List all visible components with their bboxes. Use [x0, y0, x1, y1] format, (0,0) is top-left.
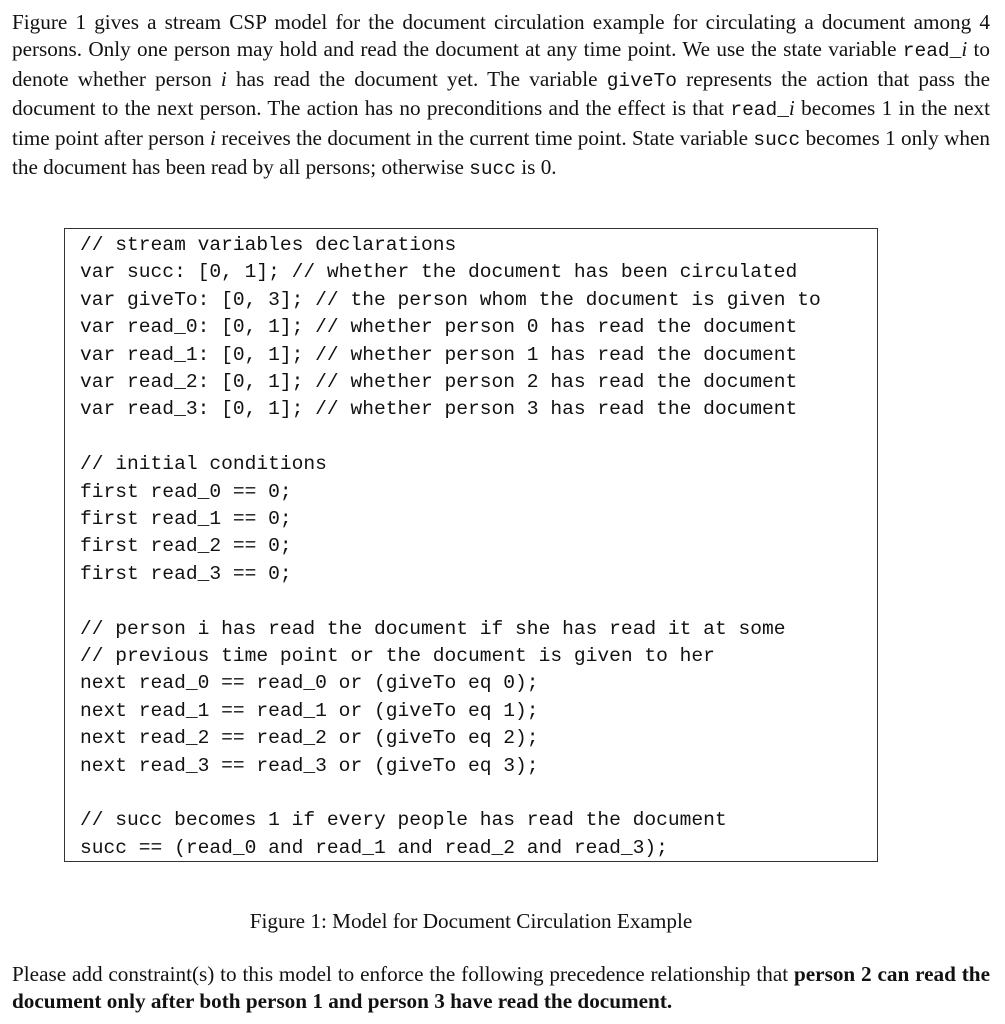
code-line: // initial conditions: [80, 453, 327, 476]
code-line: first read_3 == 0;: [80, 562, 292, 585]
figure-caption: Figure 1: Model for Document Circulation Example: [249, 909, 693, 933]
var-read-prefix: read_: [902, 40, 962, 63]
code-line: next read_3 == read_3 or (giveTo eq 3);: [80, 754, 539, 777]
code-line: var read_3: [0, 1]; // whether person 3 has read the document: [80, 398, 798, 421]
question-text: Please add constraint(s) to this model to enforce the following precedence relationship that: [12, 962, 794, 986]
code-line: next read_1 == read_1 or (giveTo eq 1);: [80, 699, 539, 722]
intro-text-5: becomes 1 in the next time point after person: [12, 96, 990, 150]
var-i-2: i: [788, 96, 795, 121]
intro-text-8: is 0.: [515, 155, 557, 180]
code-blank-line: [80, 780, 821, 807]
code-line: var read_2: [0, 1]; // whether person 2 has read the document: [80, 371, 798, 394]
intro-text-6: receives the document in the current time point. State variable: [215, 125, 754, 150]
code-blank-line: [80, 588, 821, 615]
var-succ: succ: [753, 128, 801, 151]
question-emphasis: person 2 can read the document only after both person 1 and person 3 have read the document.: [12, 962, 990, 1014]
var-i: i: [961, 37, 968, 62]
intro-text-1: Figure 1 gives a stream CSP model for the document circulation example for circulating a document among 4 persons. Only one person may hold and read the document at any time point. We use the state variable: [12, 10, 990, 62]
code-line: // previous time point or the document is given to her: [80, 645, 715, 668]
var-giveto: giveTo: [606, 69, 677, 92]
code-line: first read_1 == 0;: [80, 508, 292, 531]
code-line: var read_0: [0, 1]; // whether person 0 has read the document: [80, 316, 798, 339]
code-line: succ == (read_0 and read_1 and read_2 and read_3);: [80, 836, 668, 859]
code-line: var read_1: [0, 1]; // whether person 1 has read the document: [80, 343, 798, 366]
var-succ-2: succ: [469, 158, 516, 181]
code-line: first read_2 == 0;: [80, 535, 292, 558]
code-line: next read_0 == read_0 or (giveTo eq 0);: [80, 672, 539, 695]
code-line: first read_0 == 0;: [80, 480, 292, 503]
person-i-2: i: [210, 125, 216, 150]
intro-text-4: represents the action that pass the document to the next person. The action has no preconditions and the effect is that: [12, 66, 990, 121]
intro-text-2: to denote whether person: [12, 37, 990, 91]
code-line: // succ becomes 1 if every people has read the document: [80, 809, 727, 832]
code-line: next read_2 == read_2 or (giveTo eq 2);: [80, 727, 539, 750]
code-block: [80, 232, 821, 862]
code-line: // stream variables declarations: [80, 234, 457, 256]
intro-text-7: becomes 1 only when the document has been read by all persons; otherwise: [12, 125, 990, 180]
code-blank-line: [80, 424, 821, 451]
intro-text-3: has read the document yet. The variable: [226, 66, 607, 91]
code-line: var succ: [0, 1]; // whether the document has been circulated: [80, 261, 798, 284]
code-line: var giveTo: [0, 3]; // the person whom the document is given to: [80, 288, 821, 311]
person-i: i: [220, 66, 227, 91]
code-listing-box: [64, 228, 878, 862]
question-paragraph: [12, 961, 990, 1016]
intro-paragraph: [12, 9, 990, 183]
code-line: // person i has read the document if she has read it at some: [80, 617, 786, 640]
var-read-prefix-2: read_: [730, 99, 789, 122]
